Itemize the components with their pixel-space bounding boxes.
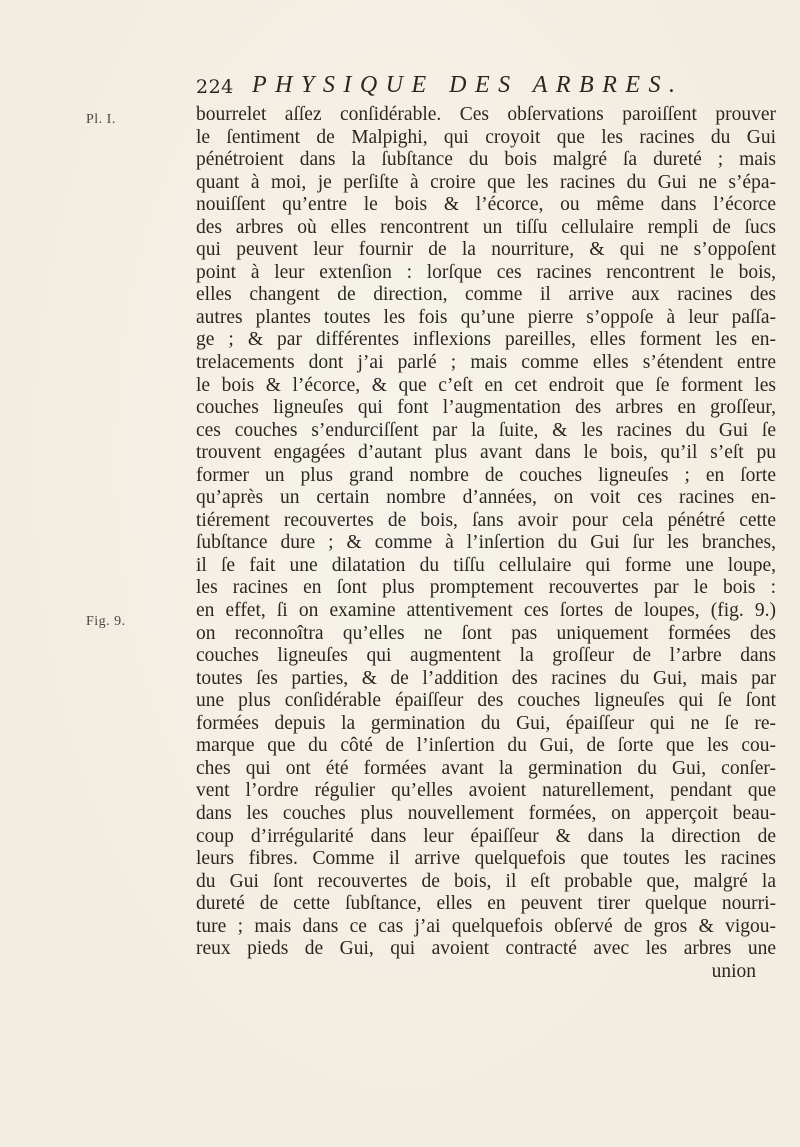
text-line: les racines en ſont plus promptement recouvertes par le bois : — [196, 577, 776, 599]
text-line: elles changent de direction, comme il arrive aux racines des — [196, 284, 776, 306]
text-line: pénétroient dans la ſubſtance du bois malgré ſa dureté ; mais — [196, 149, 776, 171]
text-line: qui peuvent leur fournir de la nourriture, & qui ne s’oppoſent — [196, 239, 776, 261]
text-line: le bois & l’écorce, & que c’eſt en cet endroit que ſe forment les — [196, 374, 776, 396]
margin-note-plate: Pl. I. — [86, 112, 116, 127]
text-line: bourrelet aſſez conſidérable. Ces obſervations paroiſſent prouver — [196, 104, 776, 125]
text-line: autres plantes toutes les fois qu’une pierre s’oppoſe à leur paſſa- — [196, 306, 776, 328]
text-line: ſubſtance dure ; & comme à l’inſertion du Gui ſur les branches, — [196, 532, 776, 554]
text-line: trouvent engagées d’autant plus avant dans le bois, qu’il s’eſt pu — [196, 442, 776, 464]
text-line: couches ligneuſes qui font l’augmentation des arbres en groſſeur, — [196, 397, 776, 419]
text-line: formées depuis la germination du Gui, épaiſſeur qui ne ſe re- — [196, 712, 776, 734]
text-line: en effet, ſi on examine attentivement ces ſortes de loupes, (fig. 9.) — [196, 600, 776, 622]
text-line: une plus conſidérable épaiſſeur des couches ligneuſes qui ſe ſont — [196, 690, 776, 712]
text-line: ge ; & par différentes inflexions pareilles, elles forment les en- — [196, 329, 776, 351]
text-line: dureté de cette ſubſtance, elles en peuvent tirer quelque nourri- — [196, 893, 776, 915]
text-line: dans les couches plus nouvellement formées, on apperçoit beau- — [196, 802, 776, 824]
catchword: union — [711, 960, 756, 982]
page-number: 224 — [196, 76, 234, 98]
text-line: du Gui ſont recouvertes de bois, il eſt probable que, malgré la — [196, 870, 776, 892]
body-text — [196, 104, 776, 983]
text-line: reux pieds de Gui, qui avoient contracté avec les arbres une — [196, 938, 776, 960]
text-line: coup d’irrégularité dans leur épaiſſeur & dans la direction de — [196, 825, 776, 847]
text-line: couches ligneuſes qui augmentent la groſſeur de l’arbre dans — [196, 645, 776, 667]
text-line: nouiſſent qu’entre le bois & l’écorce, ou même dans l’écorce — [196, 194, 776, 216]
margin-note-figure: Fig. 9. — [86, 614, 126, 629]
text-line: trelacements dont j’ai parlé ; mais comme elles s’étendent entre — [196, 352, 776, 374]
text-line: ture ; mais dans ce cas j’ai quelquefois obſervé de gros & vigou- — [196, 915, 776, 937]
text-line: qu’après un certain nombre d’années, on voit ces racines en- — [196, 487, 776, 509]
text-line: ces couches s’endurciſſent par la ſuite, & les racines du Gui ſe — [196, 419, 776, 441]
text-line: tiérement recouvertes de bois, ſans avoir pour cela pénétré cette — [196, 509, 776, 531]
text-line: il ſe fait une dilatation du tiſſu cellulaire qui forme une loupe, — [196, 554, 776, 576]
text-line: marque que du côté de l’inſertion du Gui, de ſorte que les cou- — [196, 735, 776, 757]
text-line: leurs fibres. Comme il arrive quelquefois que toutes les racines — [196, 848, 776, 870]
text-line: toutes ſes parties, & de l’addition des racines du Gui, mais par — [196, 667, 776, 689]
text-line: point à leur extenſion : lorſque ces racines rencontrent le bois, — [196, 261, 776, 283]
running-title: PHYSIQUE DES ARBRES. — [252, 72, 684, 98]
text-line: former un plus grand nombre de couches ligneuſes ; en ſorte — [196, 464, 776, 486]
text-line: on reconnoîtra qu’elles ne ſont pas uniquement formées des — [196, 622, 776, 644]
text-line: le ſentiment de Malpighi, qui croyoit que les racines du Gui — [196, 126, 776, 148]
text-line: ches qui ont été formées avant la germination du Gui, conſer- — [196, 757, 776, 779]
text-line: vent l’ordre régulier qu’elles avoient naturellement, pendant que — [196, 780, 776, 802]
text-line: quant à moi, je perſiſte à croire que les racines du Gui ne s’épa- — [196, 171, 776, 193]
page-header — [196, 72, 756, 106]
text-line: des arbres où elles rencontrent un tiſſu cellulaire rempli de ſucs — [196, 216, 776, 238]
